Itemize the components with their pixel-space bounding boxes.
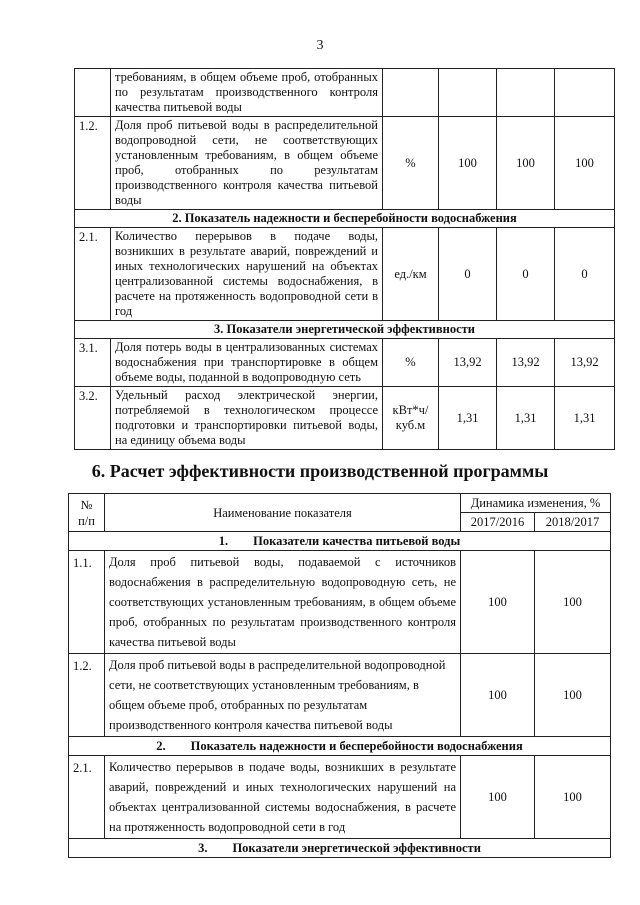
- header-num-a: №: [80, 497, 93, 512]
- value-cell: 13,92: [555, 339, 615, 387]
- section-row: [69, 839, 611, 858]
- row-number: 3.1.: [75, 339, 111, 387]
- value-cell: 0: [439, 228, 497, 321]
- indicator-description: Количество перерывов в подаче воды, возникших в результате аварий, повреждений и иных технологических нарушений на объектах централизованной системы водоснабжения, в расчете на протяженность водопроводной сети в год: [111, 228, 383, 321]
- value-cell: 1,31: [497, 387, 555, 450]
- value-cell: 0: [497, 228, 555, 321]
- section-number: 2.: [156, 739, 166, 753]
- unit-cell: [383, 387, 439, 450]
- value-cell: 100: [535, 756, 611, 839]
- table-row: [75, 69, 615, 117]
- row-number: 2.1.: [75, 228, 111, 321]
- table-row: [75, 387, 615, 450]
- section-label: Показатели энергетической эффективности: [232, 841, 481, 855]
- unit-line-b: куб.м: [395, 418, 426, 432]
- unit-cell: ед./км: [383, 228, 439, 321]
- table-row: [69, 654, 611, 737]
- page-number: 3: [316, 38, 324, 53]
- column-header-year: 2018/2017: [535, 513, 611, 532]
- indicator-description: Количество перерывов в подаче воды, возникших в результате аварий, повреждений и иных технологических нарушений на объектах централизованной системы водоснабжения, в расчете на протяженность водопроводной сети в год: [105, 756, 461, 839]
- value-cell: 100: [461, 654, 535, 737]
- unit-line-a: кВт*ч/: [392, 403, 429, 417]
- indicators-table: [74, 68, 615, 450]
- value-cell: 1,31: [555, 387, 615, 450]
- section-row: [75, 210, 615, 228]
- value-cell: [497, 69, 555, 117]
- table-row: [75, 339, 615, 387]
- table-row: [69, 551, 611, 654]
- column-header-year: 2017/2016: [461, 513, 535, 532]
- unit-cell: [383, 69, 439, 117]
- row-number: 1.2.: [75, 117, 111, 210]
- indicator-description: Доля проб питьевой воды в распределительной водопроводной сети, не соответствующих установленным требованиям, в общем объеме проб, отобранных по результатам производственного контроля качества питьевой воды: [111, 117, 383, 210]
- row-number: 1.2.: [69, 654, 105, 737]
- value-cell: 1,31: [439, 387, 497, 450]
- section-row: [75, 321, 615, 339]
- section-heading: [69, 737, 611, 756]
- indicator-description: требованиям, в общем объеме проб, отобранных по результатам производственного контроля качества питьевой воды: [111, 69, 383, 117]
- section-title: 6. Расчет эффективности производственной программы: [91, 461, 549, 481]
- section-heading: 2. Показатель надежности и бесперебойности водоснабжения: [75, 210, 615, 228]
- section-number: 3.: [198, 841, 208, 855]
- header-row: [69, 494, 611, 513]
- value-cell: 0: [555, 228, 615, 321]
- column-header-number: [69, 494, 105, 532]
- section-number: 1.: [218, 534, 229, 548]
- indicator-description: Доля проб питьевой воды, подаваемой с источников водоснабжения в распределительную водопроводную сеть, не соответствующих установленным требованиям, в общем объеме проб, отобранных по результатам производственного контроля качества питьевой воды: [105, 551, 461, 654]
- section-heading: [69, 839, 611, 858]
- unit-cell: %: [383, 339, 439, 387]
- value-cell: 100: [535, 654, 611, 737]
- value-cell: 100: [555, 117, 615, 210]
- section-heading: 3. Показатели энергетической эффективности: [75, 321, 615, 339]
- header-num-b: п/п: [78, 513, 95, 528]
- value-cell: 100: [535, 551, 611, 654]
- value-cell: [439, 69, 497, 117]
- section-heading: [69, 532, 611, 551]
- section-row: [69, 532, 611, 551]
- indicator-description: Доля проб питьевой воды в распределительной водопроводной сети, не соответствующих установленным требованиям, в общем объеме проб, отобранных по результатам производственного контроля качества питьевой воды: [105, 654, 461, 737]
- value-cell: 100: [497, 117, 555, 210]
- table-row: [69, 756, 611, 839]
- value-cell: 100: [439, 117, 497, 210]
- table-row: [75, 117, 615, 210]
- indicator-description: Удельный расход электрической энергии, потребляемой в технологическом процессе подготовки и транспортировки питьевой воды, на единицу объема воды: [111, 387, 383, 450]
- section-row: [69, 737, 611, 756]
- value-cell: 100: [461, 756, 535, 839]
- row-number: 2.1.: [69, 756, 105, 839]
- row-number: 1.1.: [69, 551, 105, 654]
- value-cell: 100: [461, 551, 535, 654]
- section-label: Показатели качества питьевой воды: [253, 534, 461, 548]
- row-number: 3.2.: [75, 387, 111, 450]
- efficiency-table: [68, 493, 611, 858]
- indicator-description: Доля потерь воды в централизованных системах водоснабжения при транспортировке в общем объеме воды, поданной в водопроводную сеть: [111, 339, 383, 387]
- unit-cell: %: [383, 117, 439, 210]
- column-header-dynamics: Динамика изменения, %: [461, 494, 611, 513]
- value-cell: 13,92: [497, 339, 555, 387]
- section-label: Показатель надежности и бесперебойности водоснабжения: [190, 739, 523, 753]
- row-number: [75, 69, 111, 117]
- value-cell: [555, 69, 615, 117]
- table-row: [75, 228, 615, 321]
- column-header-name: Наименование показателя: [105, 494, 461, 532]
- value-cell: 13,92: [439, 339, 497, 387]
